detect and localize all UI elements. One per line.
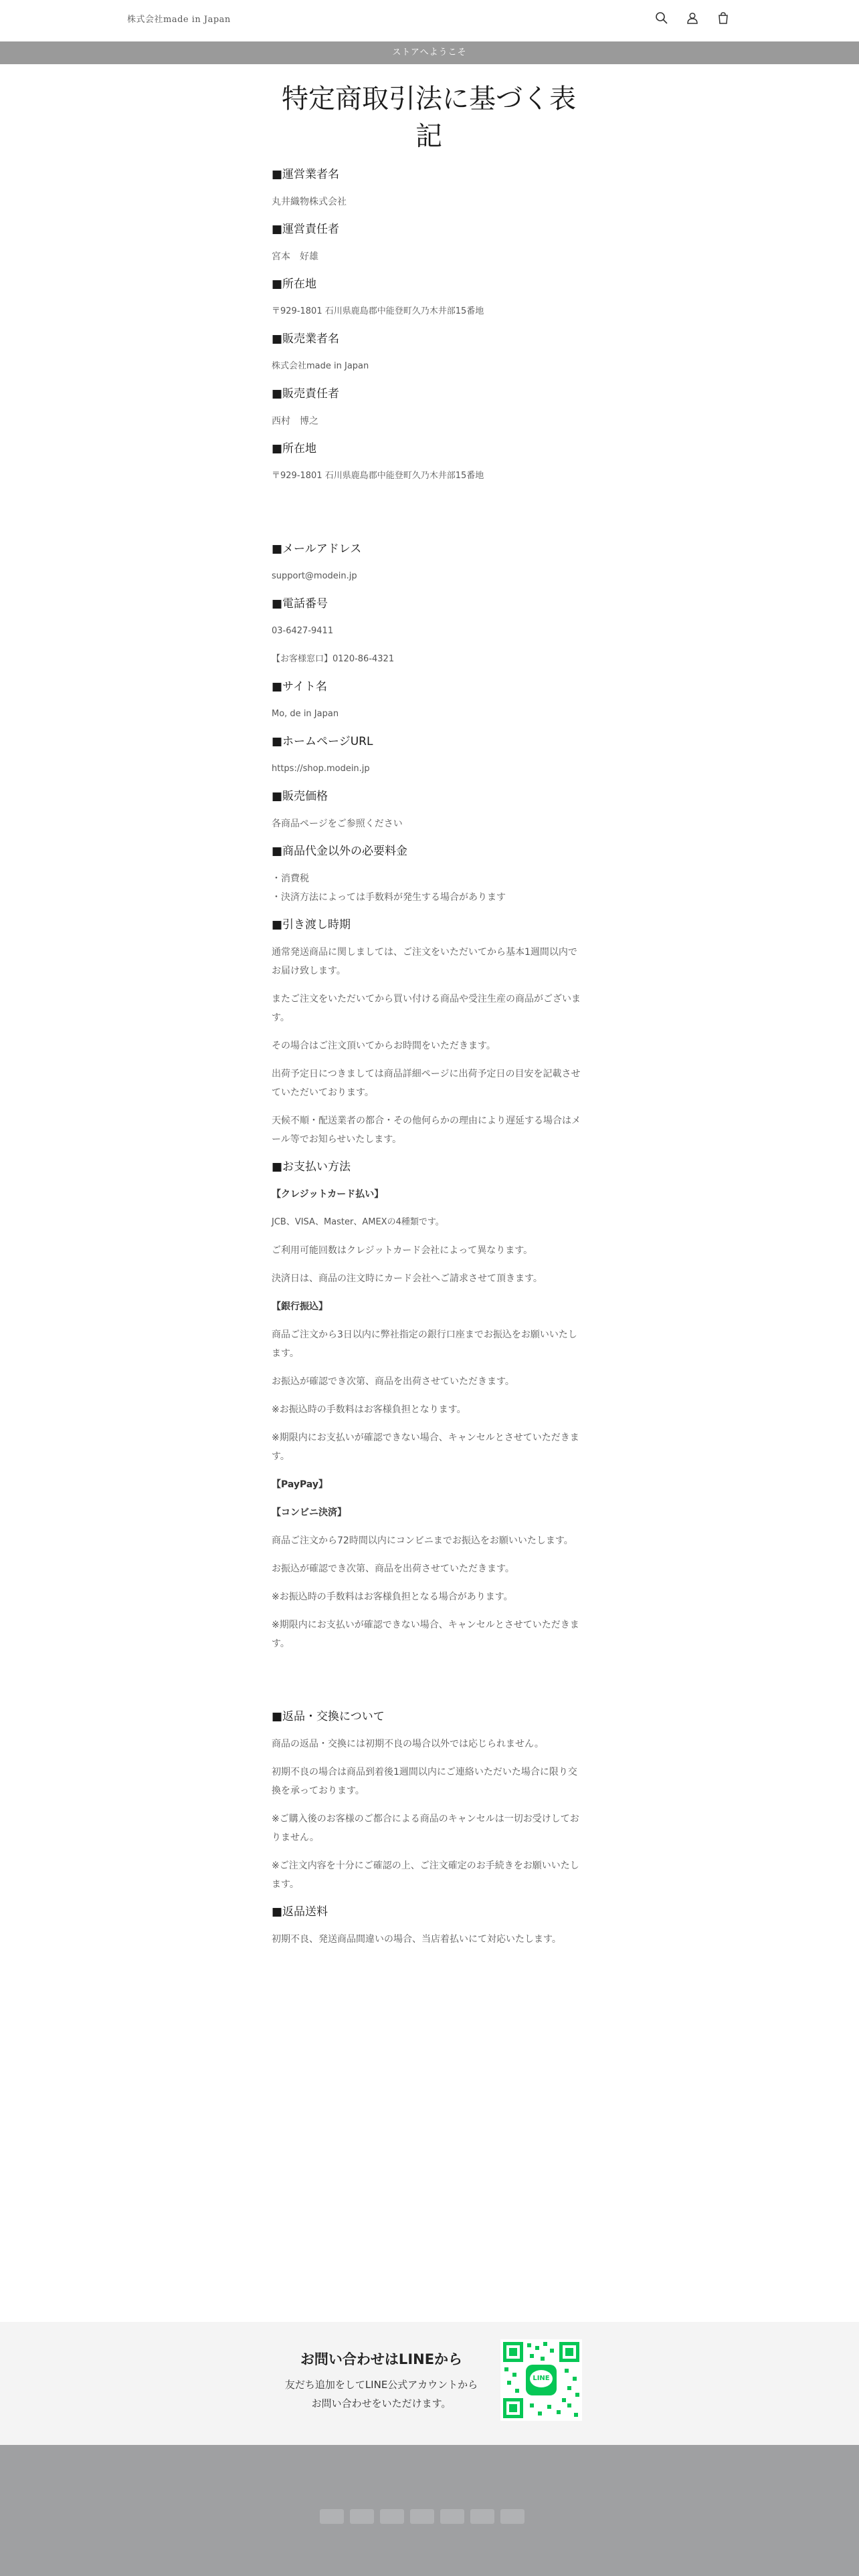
- google-pay-icon: [380, 2509, 404, 2524]
- store-logo[interactable]: 株式会社made in Japan: [127, 15, 231, 25]
- announcement-bar: ストアへようこそ: [0, 41, 859, 64]
- section-text: 天候不順・配送業者の都合・その他何らかの理由により遅延する場合はメール等でお知らせいたします。: [272, 1115, 581, 1145]
- section-heading: ■商品代金以外の必要料金: [272, 845, 408, 858]
- line-contact-banner: [0, 2322, 859, 2445]
- section-heading: ■返品送料: [272, 1905, 328, 1919]
- section-heading: ■返品・交換について: [272, 1710, 385, 1723]
- section-text: 決済日は、商品の注文時にカード会社へご請求させて頂きます。: [272, 1273, 543, 1284]
- section-text: 【お客様窓口】0120-86-4321: [272, 654, 395, 664]
- spacer: [272, 1662, 586, 1699]
- section-heading: ■ホームページURL: [272, 735, 373, 748]
- section-text: 各商品ページをご参照ください: [272, 819, 403, 829]
- payment-icons: [320, 2509, 524, 2524]
- section-text: ※期限内にお支払いが確認できない場合、キャンセルとさせていただきます。: [272, 1432, 579, 1462]
- section-text: ※ご注文内容を十分にご確認の上、ご注文確定のお手続きをお願いいたします。: [272, 1860, 579, 1890]
- site-header: [0, 0, 859, 41]
- subsection-heading: 【コンビニ決済】: [272, 1507, 347, 1518]
- section-text: 出荷予定日につきましては商品詳細ページに出荷予定日の目安を記載させていただいております。: [272, 1069, 581, 1098]
- section-heading: ■電話番号: [272, 597, 328, 611]
- section-text: 〒929-1801 石川県鹿島郡中能登町久乃木井部15番地: [272, 471, 484, 481]
- section-text: ※お振込時の手数料はお客様負担となります。: [272, 1404, 466, 1415]
- search-icon[interactable]: [653, 9, 670, 27]
- section-text: ※期限内にお支払いが確認できない場合、キャンセルとさせていただきます。: [272, 1620, 579, 1649]
- line-qr-code[interactable]: [500, 2339, 582, 2421]
- section-text: JCB、VISA、Master、AMEXの4種類です。: [272, 1217, 444, 1227]
- homepage-link[interactable]: https://shop.modein.jp: [272, 764, 370, 774]
- section-heading: ■販売責任者: [272, 387, 340, 401]
- section-text: 宮本 好雄: [272, 251, 318, 262]
- line-banner-subtitle-1: 友だち追加をしてLINE公式アカウントから: [284, 2379, 478, 2391]
- section-heading: ■販売価格: [272, 790, 328, 803]
- jcb-icon: [410, 2509, 434, 2524]
- section-text: ・消費税: [272, 873, 309, 884]
- section-heading: ■所在地: [272, 442, 317, 455]
- section-text: 株式会社made in Japan: [272, 361, 369, 371]
- section-heading: ■販売業者名: [272, 332, 340, 346]
- subsection-heading: 【クレジットカード払い】: [272, 1189, 384, 1200]
- section-text: 通常発送商品に関しましては、ご注文をいただいてから基本1週間以内でお届け致します。: [272, 947, 577, 976]
- section-heading: ■運営業者名: [272, 168, 340, 181]
- section-text: 西村 博之: [272, 416, 318, 427]
- section-text: ご利用可能回数はクレジットカード会社によって異なります。: [272, 1245, 533, 1256]
- section-text: 03-6427-9411: [272, 626, 334, 636]
- section-heading: ■メールアドレス: [272, 542, 362, 556]
- subsection-heading: 【銀行振込】: [272, 1301, 328, 1312]
- spacer: [272, 495, 586, 531]
- section-heading: ■所在地: [272, 278, 317, 291]
- section-text: 商品の返品・交換には初期不良の場合以外では応じられません。: [272, 1739, 544, 1749]
- line-banner-title: お問い合わせはLINEから: [300, 2351, 463, 2367]
- section-text: ・決済方法によっては手数料が発生する場合があります: [272, 892, 506, 903]
- legal-content: [272, 80, 586, 1958]
- page-title: 特定商取引法に基づく表記: [282, 84, 576, 152]
- section-text: 商品ご注文から72時間以内にコンビニまでお振込をお願いいたします。: [272, 1535, 573, 1546]
- cart-icon[interactable]: [714, 9, 732, 27]
- section-heading: ■お支払い方法: [272, 1160, 351, 1174]
- section-text: Mo, de in Japan: [272, 709, 339, 719]
- email-link[interactable]: support@modein.jp: [272, 571, 357, 581]
- section-text: 〒929-1801 石川県鹿島郡中能登町久乃木井部15番地: [272, 306, 484, 316]
- section-text: 初期不良の場合は商品到着後1週間以内にご連絡いただいた場合に限り交換を承っております。: [272, 1767, 577, 1796]
- section-text: お振込が確認でき次第、商品を出荷させていただきます。: [272, 1564, 514, 1574]
- section-text: またご注文をいただいてから買い付ける商品や受注生産の商品がございます。: [272, 994, 581, 1023]
- section-text: お振込が確認でき次第、商品を出荷させていただきます。: [272, 1376, 514, 1387]
- section-text: 商品ご注文から3日以内に弊社指定の銀行口座までお振込をお願いいたします。: [272, 1329, 577, 1359]
- apple-pay-icon: [350, 2509, 374, 2524]
- section-text: 丸井織物株式会社: [272, 197, 347, 207]
- account-icon[interactable]: [684, 9, 701, 27]
- line-banner-subtitle-2: お問い合わせをいただけます。: [311, 2397, 452, 2409]
- section-text: 初期不良、発送商品間違いの場合、当店着払いにて対応いたします。: [272, 1934, 561, 1945]
- section-heading: ■サイト名: [272, 680, 327, 693]
- subsection-heading: 【PayPay】: [272, 1479, 328, 1490]
- line-banner-subtitle: [261, 2375, 502, 2413]
- section-text: ※ご購入後のお客様のご都合による商品のキャンセルは一切お受けしておりません。: [272, 1814, 579, 1843]
- american-express-icon: [320, 2509, 344, 2524]
- site-footer: [0, 2445, 859, 2576]
- mastercard-icon: [440, 2509, 464, 2524]
- paypal-icon: [470, 2509, 494, 2524]
- header-icons: [653, 9, 732, 27]
- section-heading: ■運営責任者: [272, 223, 340, 236]
- section-heading: ■引き渡し時期: [272, 918, 351, 932]
- section-text: ※お振込時の手数料はお客様負担となる場合があります。: [272, 1592, 513, 1602]
- line-logo-text: LINE: [533, 2375, 550, 2382]
- visa-icon: [500, 2509, 524, 2524]
- section-text: その場合はご注文頂いてからお時間をいただきます。: [272, 1041, 496, 1051]
